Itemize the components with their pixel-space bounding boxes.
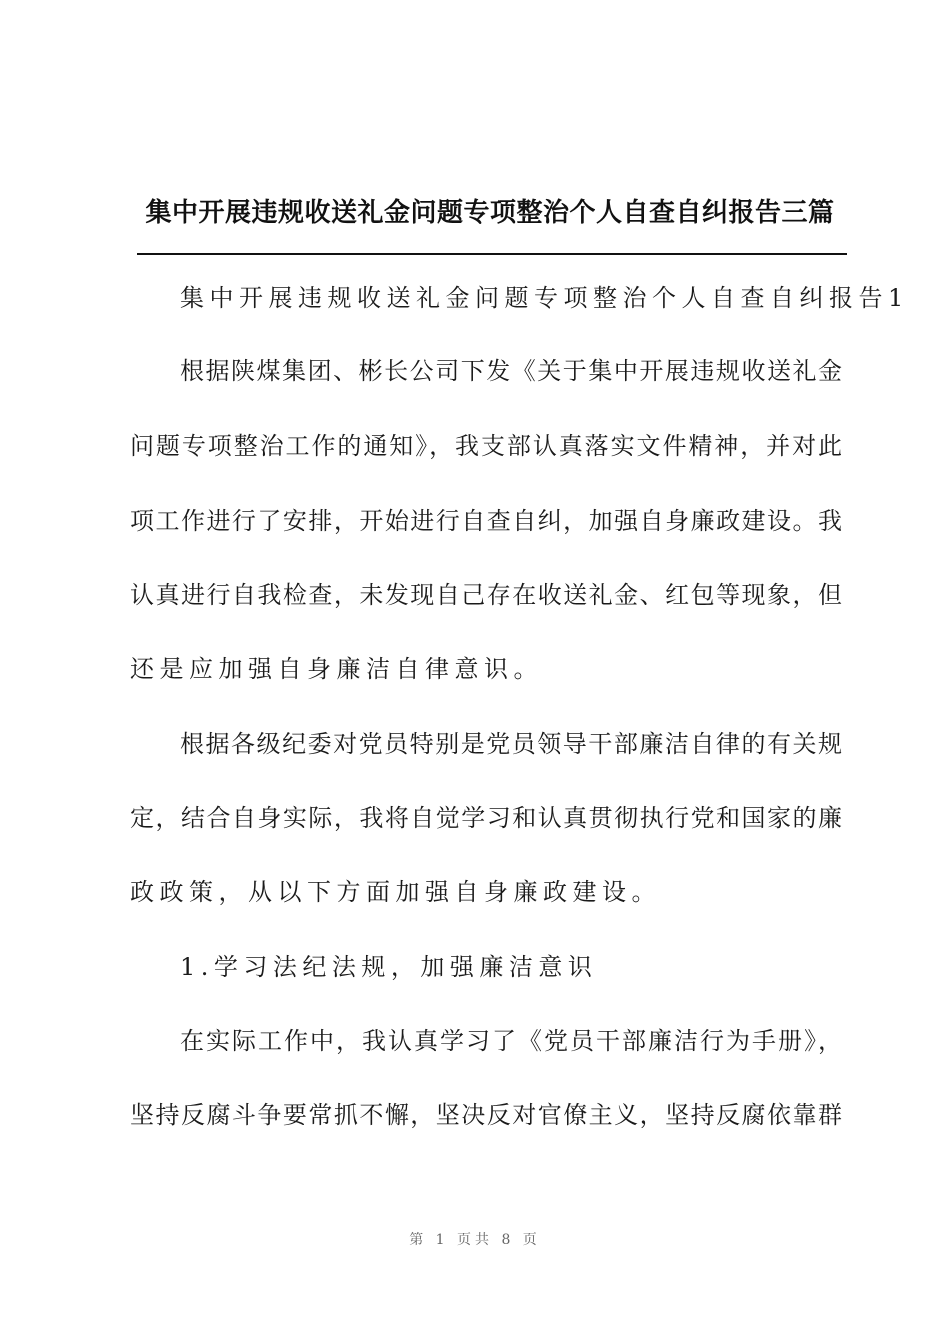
body-line: 在实际工作中，我认真学习了《党员干部廉洁行为手册》， bbox=[180, 1027, 842, 1055]
body-line: 问题专项整治工作的通知》，我支部认真落实文件精神，并对此 bbox=[130, 432, 842, 460]
section-heading: 1.学习法纪法规，加强廉洁意识 bbox=[180, 953, 598, 981]
body-line: 项工作进行了安排，开始进行自查自纠，加强自身廉政建设。我 bbox=[130, 507, 842, 535]
body-line: 认真进行自我检查，未发现自己存在收送礼金、红包等现象，但 bbox=[130, 581, 842, 609]
body-line: 政政策，从以下方面加强自身廉政建设。 bbox=[130, 878, 661, 906]
body-line: 还是应加强自身廉洁自律意识。 bbox=[130, 655, 543, 683]
page-number-footer: 第 1 页共 8 页 bbox=[409, 1232, 541, 1248]
title-underline bbox=[137, 253, 847, 255]
body-line: 根据陕煤集团、彬长公司下发《关于集中开展违规收送礼金 bbox=[180, 357, 842, 385]
body-line: 根据各级纪委对党员特别是党员领导干部廉洁自律的有关规 bbox=[180, 730, 842, 758]
body-line: 定，结合自身实际，我将自觉学习和认真贯彻执行党和国家的廉 bbox=[130, 804, 842, 832]
subtitle-line: 集中开展违规收送礼金问题专项整治个人自查自纠报告1 bbox=[180, 284, 909, 312]
document-title: 集中开展违规收送礼金问题专项整治个人自查自纠报告三篇 bbox=[145, 198, 835, 228]
body-line: 坚持反腐斗争要常抓不懈，坚决反对官僚主义，坚持反腐依靠群 bbox=[130, 1101, 842, 1129]
